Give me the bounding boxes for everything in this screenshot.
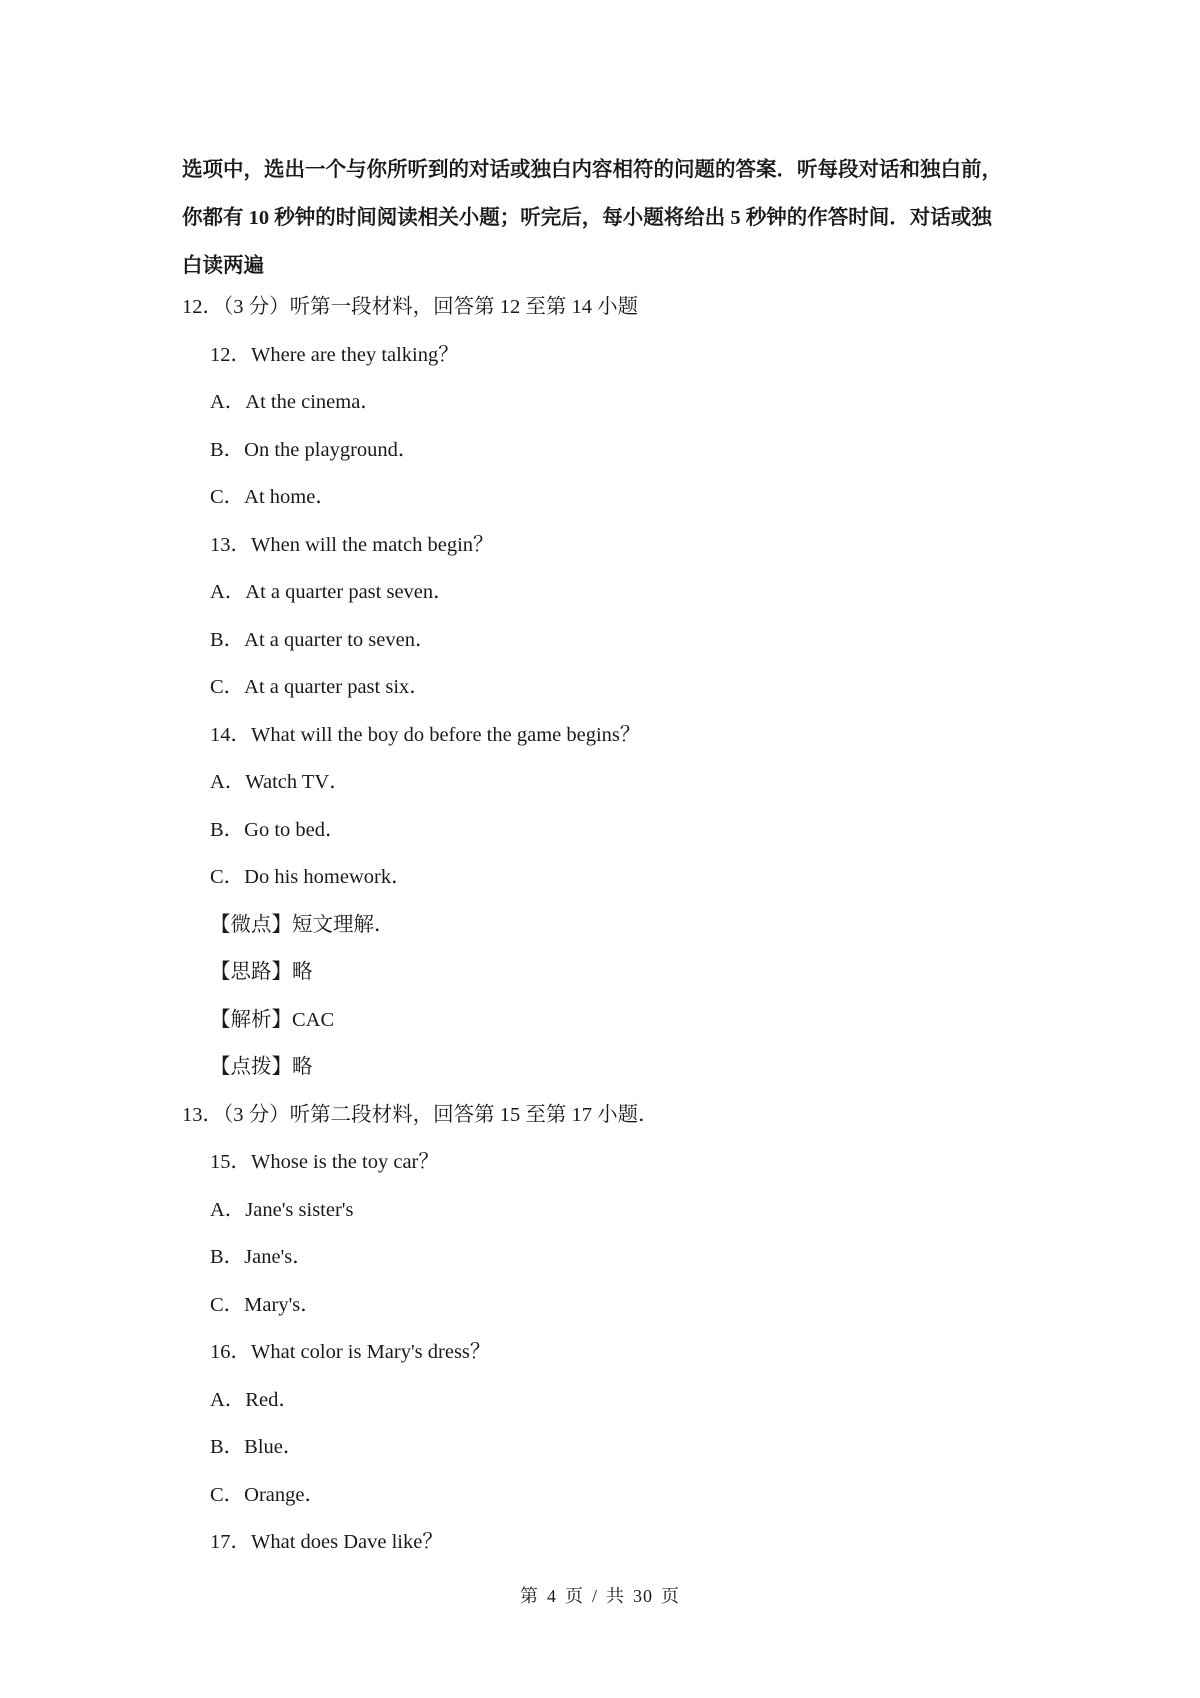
- q13-option-a: A．At a quarter past seven．: [210, 581, 454, 603]
- footer-ye: 页: [564, 1586, 584, 1606]
- q13-option-c: C．At a quarter past six．: [210, 676, 430, 698]
- jiexi-answer: 【解析】CAC: [210, 1008, 335, 1031]
- q13-option-b: B．At a quarter to seven．: [210, 628, 436, 651]
- q14-option-a: A．Watch TV．: [210, 771, 350, 793]
- footer-separator: /: [591, 1586, 598, 1606]
- question-13: 13．When will the match begin？: [210, 533, 494, 556]
- dianbo-note: 【点拨】略: [210, 1056, 313, 1078]
- q12-option-c: C．At home．: [210, 486, 336, 508]
- questions-content: [182, 293, 1082, 1576]
- instruction-line-2: 你都有 10 秒钟的时间阅读相关小题；听完后，每小题将给出 5 秒钟的作答时间．对话或独: [182, 207, 992, 229]
- page-footer: [0, 1582, 1200, 1608]
- q15-option-b: B．Jane's．: [210, 1246, 313, 1268]
- q16-option-b: B．Blue．: [210, 1436, 304, 1458]
- footer-gong: 共: [606, 1586, 625, 1606]
- footer-total-pages: 30: [633, 1586, 653, 1606]
- q15-option-a: A．Jane's sister's: [210, 1198, 354, 1221]
- q15-option-c: C．Mary's．: [210, 1293, 321, 1316]
- instruction-line-3: 白读两遍: [182, 255, 264, 277]
- footer-di: 第: [519, 1586, 539, 1606]
- question-12: 12．Where are they talking？: [210, 343, 459, 366]
- q12-option-a: A．At the cinema．: [210, 391, 381, 413]
- q12-option-b: B．On the playground．: [210, 438, 419, 461]
- question-17: 17．What does Dave like？: [210, 1531, 443, 1553]
- instruction-line-1: 选项中，选出一个与你所听到的对话或独白内容相符的问题的答案．听每段对话和独白前，: [182, 159, 1002, 181]
- q14-option-c: C．Do his homework．: [210, 866, 412, 888]
- q16-option-c: C．Orange．: [210, 1483, 326, 1506]
- q16-option-a: A．Red．: [210, 1388, 299, 1411]
- question-14: 14．What will the boy do before the game begins？: [210, 723, 641, 746]
- weidian-note: 【微点】短文理解．: [210, 913, 395, 936]
- footer-page-number: 4: [546, 1586, 557, 1606]
- question-16: 16．What color is Mary's dress？: [210, 1341, 491, 1363]
- silu-note: 【思路】略: [210, 961, 313, 983]
- section-13-header: 13．（3 分）听第二段材料，回答第 15 至第 17 小题．: [182, 1103, 659, 1126]
- question-15: 15．Whose is the toy car？: [210, 1151, 439, 1173]
- footer-ye-2: 页: [661, 1586, 680, 1606]
- q14-option-b: B．Go to bed．: [210, 818, 346, 841]
- section-12-header: 12．（3 分）听第一段材料，回答第 12 至第 14 小题: [182, 296, 639, 318]
- listening-instructions: [182, 146, 1052, 290]
